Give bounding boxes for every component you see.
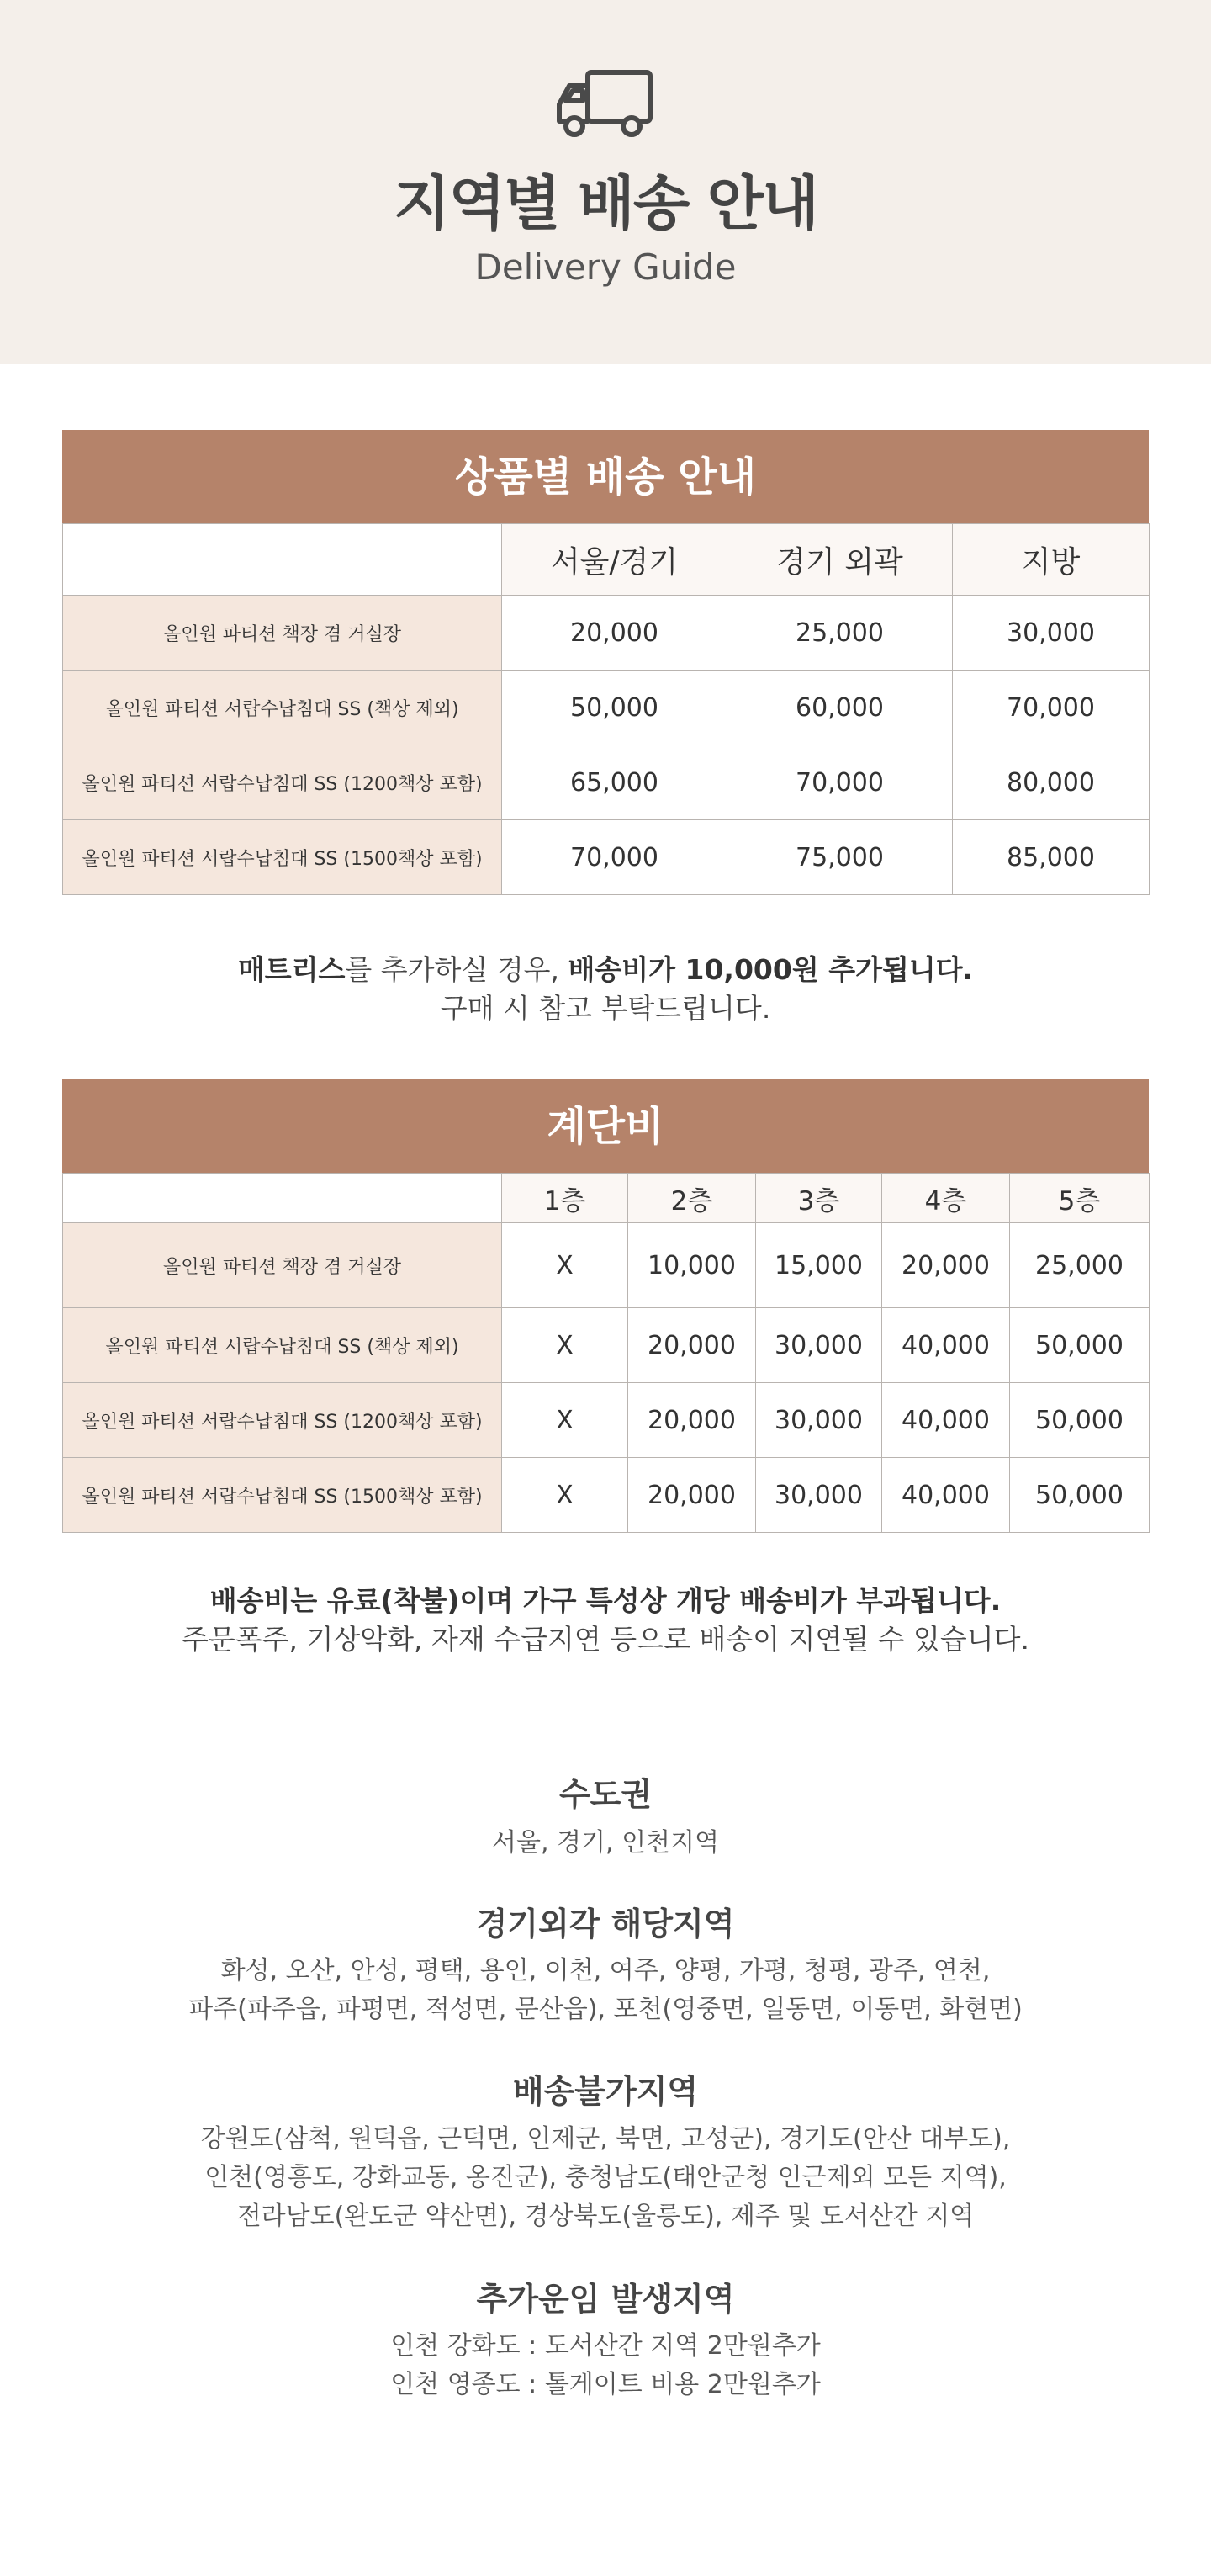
table-cell: 20,000: [882, 1223, 1010, 1308]
region-line: 인천 강화도 : 도서산간 지역 2만원추가: [390, 2331, 821, 2361]
product-name-cell: 올인원 파티션 책장 겸 거실장: [63, 596, 502, 671]
page-subtitle: Delivery Guide: [474, 246, 737, 288]
table-header-cell: 2층: [628, 1174, 756, 1223]
region-text: [0, 1824, 1211, 1863]
page-title: 지역별 배송 안내: [393, 169, 818, 238]
table-cell: X: [502, 1308, 628, 1383]
table-header-cell: 서울/경기: [502, 524, 727, 596]
table-cell: 80,000: [953, 745, 1150, 820]
table-row: [63, 671, 1150, 745]
mattress-note: [0, 951, 1211, 1028]
region-text: [0, 2327, 1211, 2404]
note-bold: 매트리스: [237, 953, 346, 986]
table-header-cell: [63, 524, 502, 596]
stairs-table-title: 계단비: [62, 1079, 1149, 1174]
table-cell: 50,000: [1010, 1308, 1150, 1383]
table-header-cell: 3층: [756, 1174, 882, 1223]
header: [0, 0, 1211, 364]
region-line: 인천 영종도 : 톨게이트 비용 2만원추가: [390, 2370, 821, 2399]
table-row: [63, 1383, 1150, 1458]
product-name-cell: 올인원 파티션 서랍수납침대 SS (1500책상 포함): [63, 1458, 502, 1533]
note-text: 주문폭주, 기상악화, 자재 수급지연 등으로 배송이 지연될 수 있습니다.: [182, 1623, 1029, 1656]
table-cell: 30,000: [756, 1383, 882, 1458]
product-name-cell: 올인원 파티션 서랍수납침대 SS (1500책상 포함): [63, 820, 502, 895]
region-line: 인천(영흥도, 강화교동, 옹진군), 충청남도(태안군청 인근제외 모든 지역),: [204, 2163, 1007, 2192]
region-heading: 배송불가지역: [512, 2073, 699, 2110]
region-line: 서울, 경기, 인천지역: [492, 1828, 719, 1858]
table-header-cell: 1층: [502, 1174, 628, 1223]
note-bold: 배송비는 유료(착불)이며 가구 특성상 개당 배송비가 부과됩니다.: [209, 1584, 1002, 1617]
table-header-cell: [63, 1174, 502, 1223]
region-line: 강원도(삼척, 원덕읍, 근덕면, 인제군, 북면, 고성군), 경기도(안산 대부도),: [200, 2124, 1011, 2154]
region-line: 화성, 오산, 안성, 평택, 용인, 이천, 여주, 양평, 가평, 청평, 광주, 연천,: [220, 1956, 991, 1985]
table-cell: 30,000: [756, 1308, 882, 1383]
region-heading: 추가운임 발생지역: [476, 2281, 735, 2318]
table-cell: 20,000: [502, 596, 727, 671]
table-cell: 30,000: [756, 1458, 882, 1533]
stairs-fee-table: [62, 1173, 1150, 1533]
table-header-row: [63, 1174, 1150, 1223]
table-cell: 60,000: [727, 671, 953, 745]
table-row: [63, 820, 1150, 895]
region-heading: 수도권: [558, 1776, 653, 1813]
table-header-cell: 경기 외곽: [727, 524, 953, 596]
region-line: 전라남도(완도군 약산면), 경상북도(울릉도), 제주 및 도서산간 지역: [236, 2202, 975, 2231]
table-cell: 70,000: [727, 745, 953, 820]
note-bold: 배송비가 10,000원 추가됩니다.: [568, 953, 974, 986]
table-cell: 65,000: [502, 745, 727, 820]
table-row: [63, 1308, 1150, 1383]
table-row: [63, 596, 1150, 671]
table-cell: 40,000: [882, 1383, 1010, 1458]
table-cell: 30,000: [953, 596, 1150, 671]
table-header-cell: 5층: [1010, 1174, 1150, 1223]
table-cell: 25,000: [727, 596, 953, 671]
table-cell: 50,000: [502, 671, 727, 745]
table-cell: 20,000: [628, 1308, 756, 1383]
table-cell: 25,000: [1010, 1223, 1150, 1308]
product-delivery-table: [62, 523, 1150, 895]
table-cell: 50,000: [1010, 1458, 1150, 1533]
table-cell: X: [502, 1383, 628, 1458]
region-text: [0, 2120, 1211, 2236]
table-header-row: [63, 524, 1150, 596]
region-line: 파주(파주읍, 파평면, 적성면, 문산읍), 포천(영중면, 일동면, 이동면, 화현면): [188, 1995, 1023, 2024]
table-header-cell: 4층: [882, 1174, 1010, 1223]
product-name-cell: 올인원 파티션 서랍수납침대 SS (1200책상 포함): [63, 745, 502, 820]
region-text: [0, 1952, 1211, 2029]
table-cell: 20,000: [628, 1458, 756, 1533]
table-row: [63, 745, 1150, 820]
product-table-title: 상품별 배송 안내: [62, 430, 1149, 524]
product-name-cell: 올인원 파티션 서랍수납침대 SS (책상 제외): [63, 671, 502, 745]
table-cell: 20,000: [628, 1383, 756, 1458]
table-cell: 15,000: [756, 1223, 882, 1308]
region-heading: 경기외각 해당지역: [476, 1905, 735, 1943]
table-cell: 85,000: [953, 820, 1150, 895]
table-cell: 40,000: [882, 1458, 1010, 1533]
fee-note: [0, 1582, 1211, 1659]
table-cell: 40,000: [882, 1308, 1010, 1383]
product-name-cell: 올인원 파티션 서랍수납침대 SS (1200책상 포함): [63, 1383, 502, 1458]
table-cell: 70,000: [953, 671, 1150, 745]
table-cell: 10,000: [628, 1223, 756, 1308]
table-cell: 75,000: [727, 820, 953, 895]
table-cell: 50,000: [1010, 1383, 1150, 1458]
truck-icon: [554, 67, 655, 141]
note-text: 를 추가하실 경우,: [345, 953, 568, 986]
table-row: [63, 1458, 1150, 1533]
table-cell: X: [502, 1223, 628, 1308]
product-name-cell: 올인원 파티션 서랍수납침대 SS (책상 제외): [63, 1308, 502, 1383]
table-cell: 70,000: [502, 820, 727, 895]
table-cell: X: [502, 1458, 628, 1533]
table-row: [63, 1223, 1150, 1308]
note-text: 구매 시 참고 부탁드립니다.: [440, 992, 771, 1025]
product-name-cell: 올인원 파티션 책장 겸 거실장: [63, 1223, 502, 1308]
table-header-cell: 지방: [953, 524, 1150, 596]
